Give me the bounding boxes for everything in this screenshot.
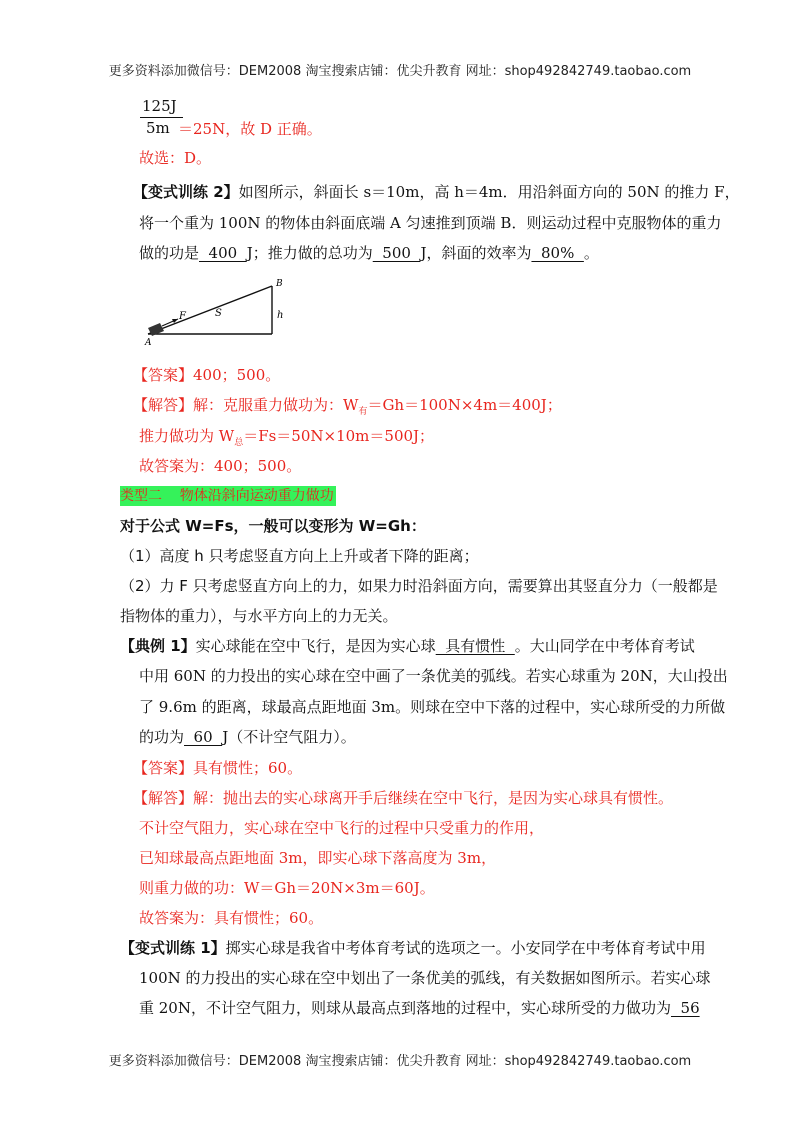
rule-2-cont: 指物体的重力），与水平方向上的力无关。 — [120, 607, 398, 625]
blank-500: 500 — [372, 244, 421, 262]
answer-2: 【答案】具有惯性；60。 — [133, 759, 303, 777]
variant1-line1 — [120, 938, 706, 958]
variant1-line2: 100N 的力投出的实心球在空中划出了一条优美的弧线，有关数据如图所示。若实心球 — [139, 969, 711, 987]
example1-line1 — [120, 636, 695, 656]
final-answer-2: 故答案为：具有惯性；60。 — [139, 909, 324, 927]
solution-5: 已知球最高点距地面 3m，即实心球下落高度为 3m， — [139, 849, 497, 867]
label-f: F — [179, 311, 186, 322]
page-header: 更多资料添加微信号：DEM2008 淘宝搜索店铺：优尖升教育 网址：shop492842749.taobao.com — [108, 64, 692, 79]
label-h: h — [277, 310, 284, 321]
example1-text1b: 。大山同学在中考体育考试 — [514, 637, 695, 655]
fraction-block — [140, 96, 183, 138]
blank-inertia: 具有惯性 — [435, 637, 515, 655]
example1-text4b: J（不计空气阻力）。 — [222, 728, 356, 746]
blank-400: 400 — [199, 244, 247, 262]
solution-2a: 推力做功为 W — [139, 427, 235, 445]
label-b: B — [276, 279, 283, 289]
variant2-tag: 【变式训练 2】 — [133, 183, 239, 201]
solution-3: 【解答】解：抛出去的实心球离开手后继续在空中飞行，是因为实心球具有惯性。 — [133, 789, 674, 807]
solution-2 — [139, 426, 434, 453]
blank-60: 60 — [184, 728, 223, 746]
page-footer: 更多资料添加微信号：DEM2008 淘宝搜索店铺：优尖升教育 网址：shop492842749.taobao.com — [108, 1054, 692, 1069]
variant2-text1: 如图所示，斜面长 s＝10m，高 h＝4m．用沿斜面方向的 50N 的推力 F， — [238, 183, 740, 201]
solution-4: 不计空气阻力，实心球在空中飞行的过程中只受重力的作用， — [139, 819, 545, 837]
variant2-text3b: J；推力做的总功为 — [246, 244, 373, 262]
incline-figure — [140, 276, 300, 346]
solution-1a: 【解答】解：克服重力做功为：W — [133, 396, 359, 414]
solution-2-sub: 总 — [234, 438, 244, 448]
variant1-line3 — [139, 998, 700, 1018]
final-answer-1: 故答案为：400；500。 — [139, 457, 302, 475]
fraction-result: ＝25N，故 D 正确。 — [178, 120, 322, 138]
variant2-text3c: J，斜面的效率为 — [420, 244, 532, 262]
rule-2: （2）力 F 只考虑竖直方向上的力，如果力时沿斜面方向，需要算出其竖直分力（一般都是 — [120, 577, 718, 595]
solution-1b: ＝Gh＝100N×4m＝400J； — [367, 396, 562, 414]
variant2-text3a: 做的功是 — [139, 244, 200, 262]
example1-line2: 中用 60N 的力投出的实心球在空中画了一条优美的弧线。若实心球重为 20N，大山投出 — [139, 667, 728, 685]
variant2-line1 — [133, 182, 740, 202]
example1-line4 — [139, 727, 356, 747]
incline-slope — [148, 286, 272, 334]
example1-text1a: 实心球能在空中飞行，是因为实心球 — [195, 637, 436, 655]
variant1-text3a: 重 20N，不计空气阻力，则球从最高点到落地的过程中，实心球所受的力做功为 — [139, 999, 671, 1017]
blank-56: 56 — [670, 999, 700, 1017]
solution-6: 则重力做的功：W＝Gh＝20N×3m＝60J。 — [139, 879, 435, 897]
blank-80: 80% — [531, 244, 584, 262]
choose-d: 故选：D。 — [139, 149, 212, 167]
rule-intro: 对于公式 W=Fs，一般可以变形为 W=Gh： — [120, 517, 426, 535]
variant1-tag: 【变式训练 1】 — [120, 939, 226, 957]
label-s: S — [215, 308, 222, 319]
type2-heading: 类型二 物体沿斜向运动重力做功 — [120, 488, 334, 504]
example1-tag: 【典例 1】 — [120, 637, 196, 655]
answer-1: 【答案】400；500。 — [133, 366, 281, 384]
solution-1 — [133, 395, 562, 422]
label-a: A — [145, 338, 152, 346]
rule-1: （1）高度 h 只考虑竖直方向上上升或者下降的距离； — [120, 547, 479, 565]
variant2-text3d: 。 — [583, 244, 599, 262]
fraction-numerator: 125J — [140, 96, 183, 118]
variant1-text1: 掷实心球是我省中考体育考试的选项之一。小安同学在中考体育考试中用 — [225, 939, 706, 957]
solution-1-sub: 有 — [358, 407, 368, 417]
solution-2b: ＝Fs＝50N×10m＝500J； — [243, 427, 435, 445]
variant2-line3 — [139, 243, 599, 263]
fraction-denominator: 5m — [146, 119, 170, 137]
example1-text4a: 的功为 — [139, 728, 185, 746]
variant2-line2: 将一个重为 100N 的物体由斜面底端 A 匀速推到顶端 B．则运动过程中克服物体的重力 — [139, 214, 722, 232]
example1-line3: 了 9.6m 的距离，球最高点距地面 3m。则球在空中下落的过程中，实心球所受的力所做 — [139, 698, 726, 716]
